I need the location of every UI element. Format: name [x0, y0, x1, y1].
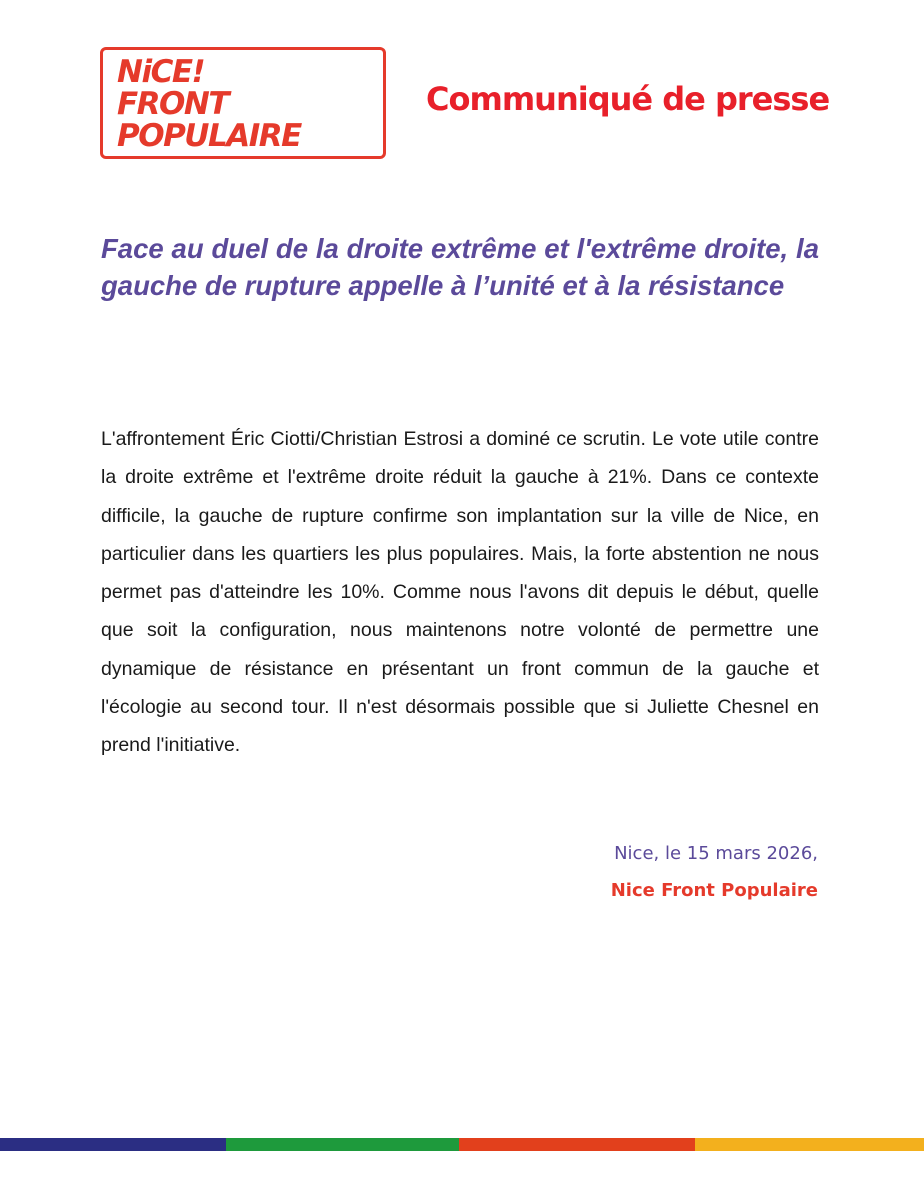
logo	[100, 47, 386, 159]
logo-line-nice: NiCE!	[117, 54, 205, 90]
stripe-segment-yellow	[695, 1138, 924, 1151]
logo-line-populaire: POPULAIRE	[117, 118, 301, 154]
stripe-segment-green	[226, 1138, 459, 1151]
page-title: Communiqué de presse	[426, 80, 830, 118]
footer-color-stripe	[0, 1138, 924, 1151]
headline: Face au duel de la droite extrême et l'extrême droite, la gauche de rupture appelle à l’unité et à la résistance	[101, 233, 819, 301]
body-paragraph: L'affrontement Éric Ciotti/Christian Estrosi a dominé ce scrutin. Le vote utile contre la droite extrême et l'extrême droite réduit la gauche à 21%. Dans ce contexte difficile, la gauche de rupture confirme son implantation sur la ville de Nice, en particulier dans les quartiers les plus populaires. Mais, la forte abstention ne nous permet pas d'atteindre les 10%. Comme nous l'avons dit depuis le début, quelle que soit la configuration, nous maintenons notre volonté de permettre une dynamique de résistance en présentant un front commun de la gauche et l'écologie au second tour. Il n'est désormais possible que si Juliette Chesnel en prend l'initiative.	[101, 428, 819, 757]
stripe-segment-red	[459, 1138, 695, 1151]
signature-place-date: Nice, le 15 mars 2026,	[614, 843, 818, 864]
signature-organization: Nice Front Populaire	[610, 880, 818, 901]
logo-line-front: FRONT	[117, 86, 228, 122]
stripe-segment-blue	[0, 1138, 226, 1151]
